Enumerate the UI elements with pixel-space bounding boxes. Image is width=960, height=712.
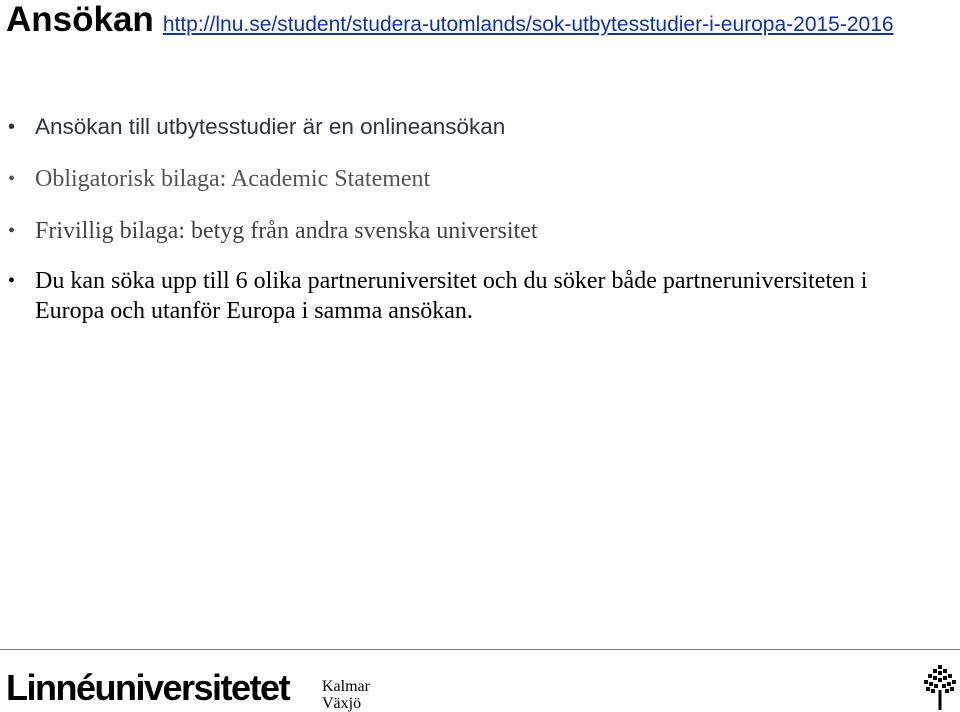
bullet-item-optional-attachment bbox=[0, 216, 940, 246]
place-kalmar: Kalmar bbox=[322, 678, 370, 695]
bullet-text: Obligatorisk bilaga: Academic Statement bbox=[35, 166, 431, 192]
page-title: Ansökan bbox=[6, 0, 154, 39]
place-vaxjo: Växjö bbox=[322, 695, 362, 712]
bullet-text: Frivillig bilaga: betyg från andra svenska universitet bbox=[35, 218, 538, 244]
bullet-dot-icon: • bbox=[8, 270, 16, 292]
logo-places bbox=[322, 678, 370, 712]
bullet-item-online-application bbox=[0, 112, 940, 142]
bullet-text: Du kan söka upp till 6 olika partneruniversitet och du söker både partneruniversiteten i Europa och utanför Europa i samma ansökan. bbox=[35, 268, 868, 324]
title-row bbox=[6, 0, 894, 40]
university-logo-text: Linnéuniversitetet bbox=[6, 667, 290, 708]
bullet-dot-icon: • bbox=[8, 116, 16, 138]
bullet-dot-icon: • bbox=[8, 168, 16, 190]
bullet-item-partner-universities bbox=[0, 266, 940, 326]
bullet-dot-icon: • bbox=[8, 220, 16, 242]
footer-divider bbox=[0, 649, 960, 650]
bullet-item-mandatory-attachment bbox=[0, 164, 940, 194]
bullet-text: Ansökan till utbytesstudier är en onlineansökan bbox=[35, 114, 506, 139]
application-link[interactable]: http://lnu.se/student/studera-utomlands/sok-utbytesstudier-i-europa-2015-2016 bbox=[162, 13, 894, 36]
bullet-list bbox=[0, 112, 940, 326]
tree-icon bbox=[922, 662, 958, 710]
